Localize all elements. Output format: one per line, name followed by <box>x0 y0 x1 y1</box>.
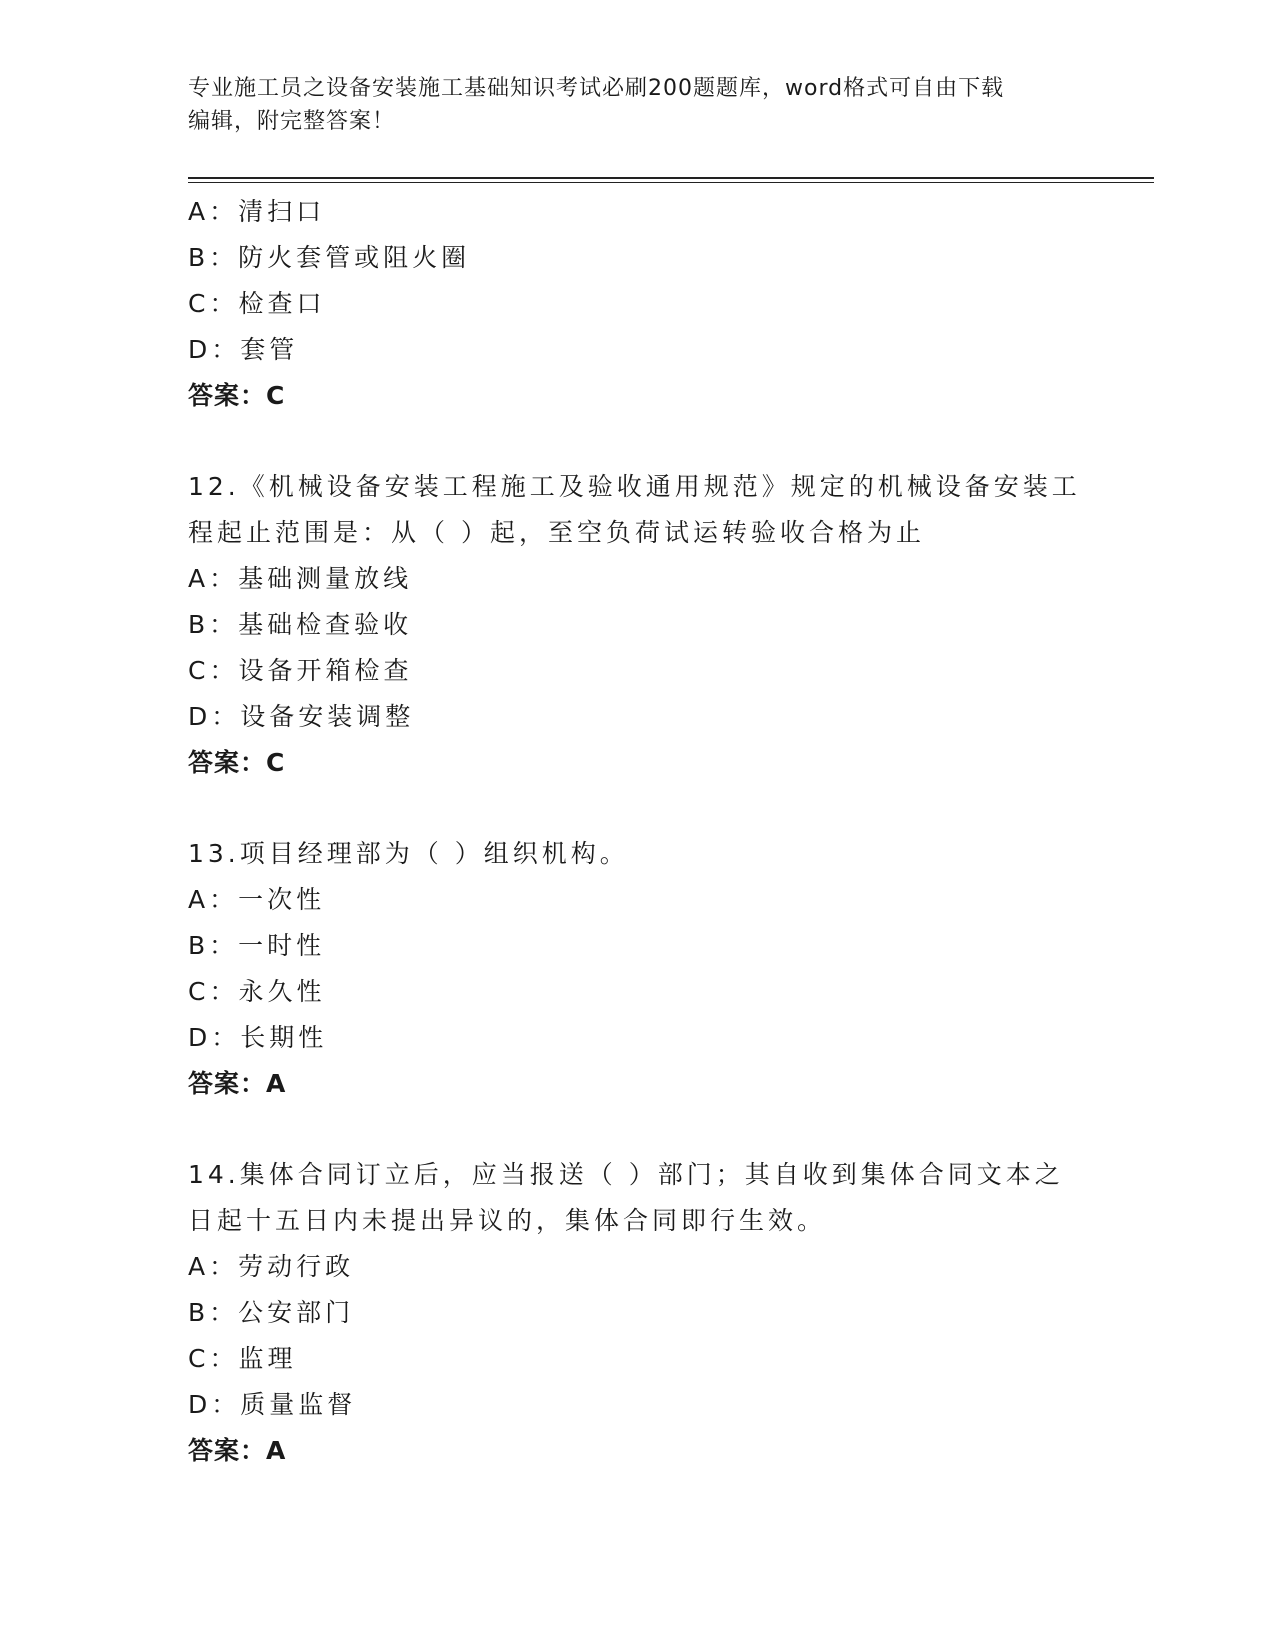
header-line-1: 专业施工员之设备安装施工基础知识考试必刷200题题库，word格式可自由下载 <box>188 76 1005 101</box>
question-text-line: 日起十五日内未提出异议的，集体合同即行生效。 <box>188 1206 827 1235</box>
option-c: C：检查口 <box>188 289 326 318</box>
question-text-line: 程起止范围是：从（ ）起，至空负荷试运转验收合格为止 <box>188 518 925 547</box>
option-d: D：质量监督 <box>188 1390 357 1419</box>
option-a: A：基础测量放线 <box>188 564 413 593</box>
option-a: A：清扫口 <box>188 197 326 226</box>
header-divider-thin <box>188 182 1154 183</box>
answer-line: 答案：C <box>188 748 286 777</box>
answer-line: 答案：A <box>188 1069 287 1098</box>
question-block-12 <box>188 464 1088 786</box>
header-divider-thick <box>188 177 1154 179</box>
option-a: A：一次性 <box>188 885 326 914</box>
question-text-line: 14.集体合同订立后，应当报送（ ）部门；其自收到集体合同文本之 <box>188 1160 1064 1189</box>
document-header <box>188 72 1088 138</box>
question-text-line: 12.《机械设备安装工程施工及验收通用规范》规定的机械设备安装工 <box>188 472 1081 501</box>
option-c: C：永久性 <box>188 977 326 1006</box>
header-line-2: 编辑，附完整答案！ <box>188 109 396 134</box>
question-block-13 <box>188 831 1088 1107</box>
option-b: B：公安部门 <box>188 1298 355 1327</box>
option-b: B：一时性 <box>188 931 326 960</box>
question-list <box>188 189 1088 1474</box>
answer-line: 答案：A <box>188 1436 287 1465</box>
option-b: B：防火套管或阻火圈 <box>188 243 471 272</box>
question-block-11 <box>188 189 1088 419</box>
option-a: A：劳动行政 <box>188 1252 355 1281</box>
option-c: C：监理 <box>188 1344 297 1373</box>
question-text-line: 13.项目经理部为（ ）组织机构。 <box>188 839 629 868</box>
option-c: C：设备开箱检查 <box>188 656 413 685</box>
option-d: D：设备安装调整 <box>188 702 415 731</box>
option-d: D：长期性 <box>188 1023 328 1052</box>
option-b: B：基础检查验收 <box>188 610 413 639</box>
question-block-14 <box>188 1152 1088 1474</box>
option-d: D：套管 <box>188 335 299 364</box>
answer-line: 答案：C <box>188 381 286 410</box>
